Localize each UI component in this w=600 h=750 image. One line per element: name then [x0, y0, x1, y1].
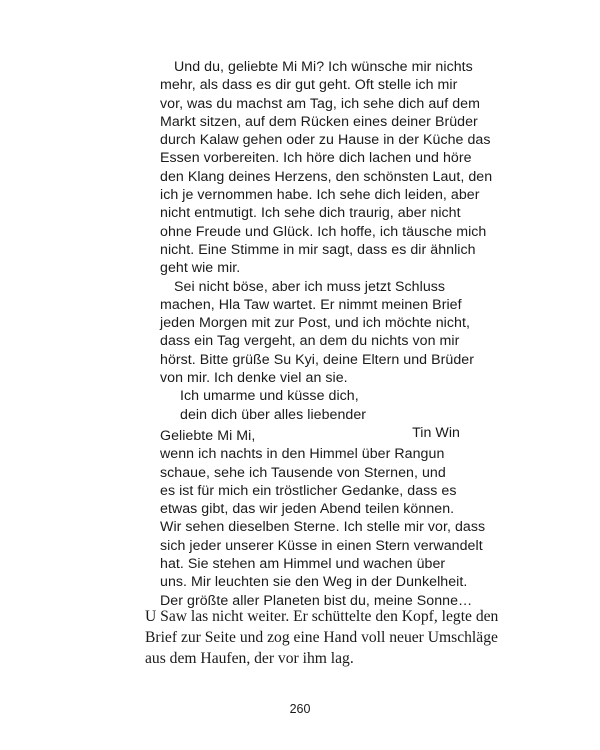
letter-two-line: uns. Mir leuchten sie den Weg in der Dunkelheit.: [160, 574, 468, 591]
letter-one-line: jeden Morgen mit zur Post, und ich möchte nicht,: [160, 315, 470, 332]
narrative-line: U Saw las nicht weiter. Er schüttelte den Kopf, legte den: [145, 608, 499, 625]
narrative-line: Brief zur Seite und zog eine Hand voll neuer Umschläge: [145, 629, 498, 646]
letter-two-salutation: Geliebte Mi Mi,: [160, 428, 256, 444]
letter-one-line: machen, Hla Taw wartet. Er nimmt meinen Brief: [160, 296, 462, 313]
letter-one-line: dass ein Tag vergeht, an dem du nichts von mir: [160, 333, 460, 350]
letter-two-line: wenn ich nachts in den Himmel über Rangun: [160, 446, 445, 463]
letter-one-line: mehr, als dass es dir gut geht. Oft stelle ich mir: [160, 77, 458, 94]
letter-one-line: nicht. Eine Stimme in mir sagt, dass es dir ähnlich: [160, 241, 476, 258]
letter-two-line: etwas gibt, das wir jeden Abend teilen können.: [160, 501, 455, 518]
letter-one-line: Markt sitzen, auf dem Rücken eines deiner Brüder: [160, 113, 478, 130]
letter-two-line: Wir sehen dieselben Sterne. Ich stelle mir vor, dass: [160, 519, 486, 536]
letter-one-line: den Klang deines Herzens, den schönsten Laut, den: [160, 168, 493, 185]
letter-one: [160, 58, 493, 442]
letter-one-signature: Tin Win: [412, 424, 460, 441]
letter-one-line: Sei nicht böse, aber ich muss jetzt Schluss: [174, 278, 446, 295]
letter-one-line: vor, was du machst am Tag, ich sehe dich auf dem: [160, 95, 480, 112]
narrative-paragraph: [145, 606, 499, 669]
letter-two-line: Der größte aller Planeten bist du, meine Sonne…: [160, 592, 473, 609]
letter-two-line: es ist für mich ein tröstlicher Gedanke, dass es: [160, 482, 457, 499]
letter-one-closing: Ich umarme und küsse dich,: [180, 388, 359, 405]
letter-two: [160, 427, 486, 610]
letter-two-line: schaue, sehe ich Tausende von Sternen, und: [160, 464, 446, 481]
letter-one-line: ich je vernommen habe. Ich sehe dich leiden, aber: [160, 187, 480, 204]
page-number: 260: [289, 702, 311, 716]
letter-two-line: hat. Sie stehen am Himmel und wachen über: [160, 556, 446, 573]
letter-one-line: geht wie mir.: [160, 260, 241, 277]
letter-one-line: nicht entmutigt. Ich sehe dich traurig, aber nicht: [160, 205, 461, 222]
letter-one-closing: dein dich über alles liebender: [180, 406, 367, 423]
letter-one-line: hörst. Bitte grüße Su Kyi, deine Eltern und Brüder: [160, 351, 475, 368]
letter-one-line: durch Kalaw gehen oder zu Hause in der Küche das: [160, 132, 491, 149]
letter-two-line: sich jeder unserer Küsse in einen Stern verwandelt: [160, 537, 483, 554]
letter-one-line: von mir. Ich denke viel an sie.: [160, 370, 348, 387]
letter-one-line: Und du, geliebte Mi Mi? Ich wünsche mir nichts: [174, 59, 473, 75]
letter-one-line: ohne Freude und Glück. Ich hoffe, ich täusche mich: [160, 223, 487, 240]
letter-one-line: Essen vorbereiten. Ich höre dich lachen und höre: [160, 150, 472, 167]
narrative-line: aus dem Haufen, der vor ihm lag.: [145, 650, 354, 667]
